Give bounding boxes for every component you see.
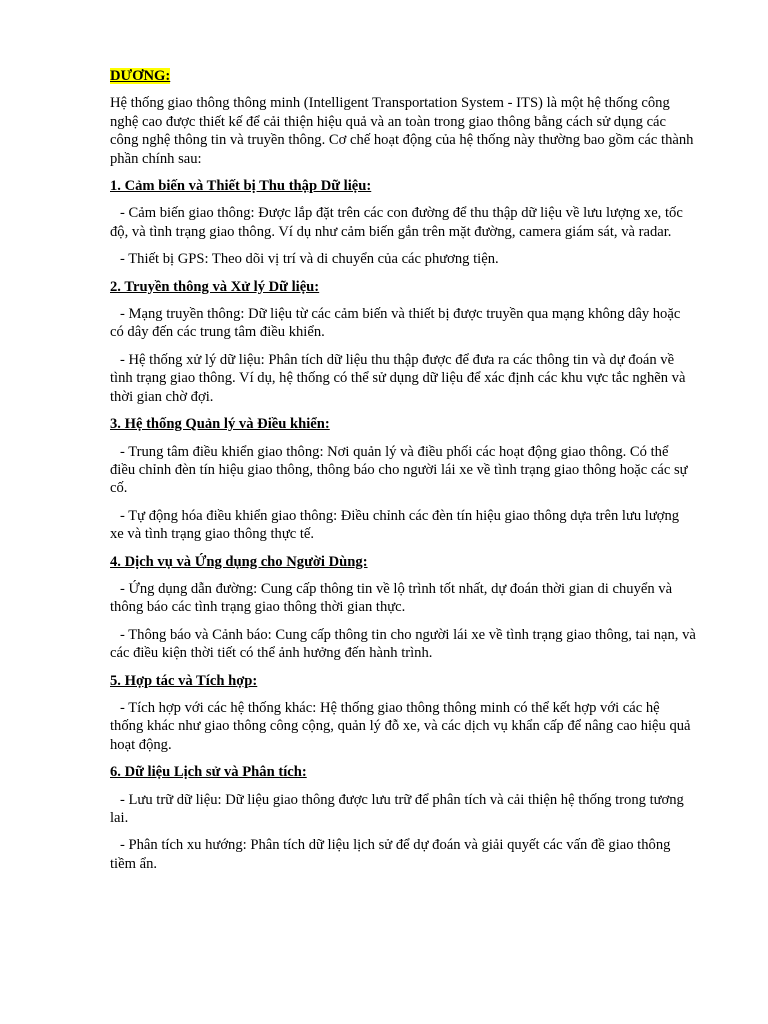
section-heading: 5. Hợp tác và Tích hợp: [110,672,258,689]
list-item: - Ứng dụng dẫn đường: Cung cấp thông tin về lộ trình tốt nhất, dự đoán thời gian di chuyển và thông báo các tình trạng giao thông thời gian thực. [110,580,673,616]
section-heading: 6. Dữ liệu Lịch sử và Phân tích: [110,764,307,781]
list-item: - Tích hợp với các hệ thống khác: Hệ thống giao thông thông minh có thể kết hợp với các hệ thống khác như giao thông công cộng, quản lý đỗ xe, và các dịch vụ khẩn cấp để nâng cao hiệu quả hoạt động. [110,699,691,753]
section-heading: 3. Hệ thống Quản lý và Điều khiển: [110,416,330,433]
section-heading: 1. Cảm biến và Thiết bị Thu thập Dữ liệu: [110,178,372,195]
section-2 [110,278,696,406]
document-title: DƯƠNG: [110,68,171,84]
section-heading: 2. Truyền thông và Xử lý Dữ liệu: [110,278,320,295]
section-6 [110,763,696,873]
list-item: - Lưu trữ dữ liệu: Dữ liệu giao thông được lưu trữ để phân tích và cải thiện hệ thống trong tương lai. [110,791,684,826]
section-1 [110,177,696,269]
document-page [110,67,696,882]
list-item: - Hệ thống xử lý dữ liệu: Phân tích dữ liệu thu thập được để đưa ra các thông tin và dự đoán về tình trạng giao thông. Ví dụ, hệ thống có thể sử dụng dữ liệu để xác định các khu vực tắc nghẽn và thời gian chờ đợi. [110,351,686,405]
section-4 [110,553,696,663]
section-heading: 4. Dịch vụ và Ứng dụng cho Người Dùng: [110,553,368,570]
list-item: - Thiết bị GPS: Theo dõi vị trí và di chuyển của các phương tiện. [120,251,499,268]
section-5 [110,672,696,755]
intro-paragraph: Hệ thống giao thông thông minh (Intelligent Transportation System - ITS) là một hệ thống công nghệ cao được thiết kế để cải thiện hiệu quả và an toàn trong giao thông bằng cách sử dụng các công nghệ thông tin và truyền thông. Cơ chế hoạt động của hệ thống này thường bao gồm các thành phần chính sau: [110,95,694,167]
title-line [110,67,696,85]
section-3 [110,415,696,543]
list-item: - Phân tích xu hướng: Phân tích dữ liệu lịch sử để dự đoán và giải quyết các vấn đề giao thông tiềm ẩn. [110,837,671,872]
list-item: - Cảm biến giao thông: Được lắp đặt trên các con đường để thu thập dữ liệu về lưu lượng xe, tốc độ, và tình trạng giao thông. Ví dụ như cảm biến gắn trên mặt đường, camera giám sát, và radar. [110,205,683,240]
list-item: - Mạng truyền thông: Dữ liệu từ các cảm biến và thiết bị được truyền qua mạng không dây hoặc có dây đến các trung tâm điều khiển. [110,306,681,341]
list-item: - Thông báo và Cảnh báo: Cung cấp thông tin cho người lái xe về tình trạng giao thông, tai nạn, và các điều kiện thời tiết có thể ảnh hưởng đến hành trình. [110,626,696,662]
list-item: - Trung tâm điều khiển giao thông: Nơi quản lý và điều phối các hoạt động giao thông. Có thể điều chỉnh đèn tín hiệu giao thông, thông báo cho người lái xe về tình trạng giao thông hoặc các sự cố. [110,443,688,497]
list-item: - Tự động hóa điều khiển giao thông: Điều chỉnh các đèn tín hiệu giao thông dựa trên lưu lượng xe và tình trạng giao thông thực tế. [110,507,680,543]
